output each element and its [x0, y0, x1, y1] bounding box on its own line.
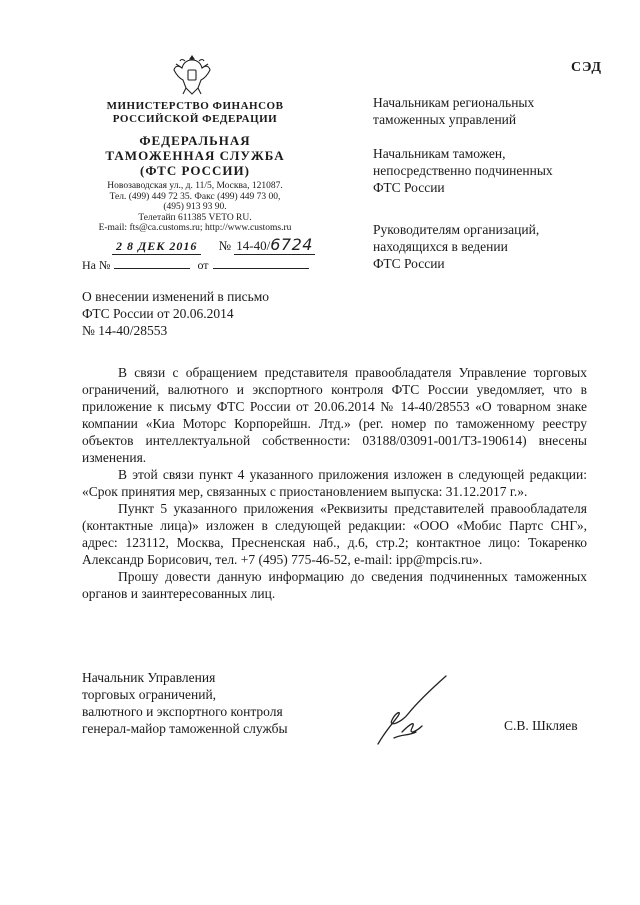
coat-of-arms-icon	[172, 52, 212, 98]
body-paragraph: В связи с обращением представителя правообладателя Управление торговых ограничений, валютного и экспортного контроля ФТС России уведомляет, что в приложение к письму ФТС России от 20.06.2014 № 14-40/28553 «О товарном знаке компании «Киа Моторс Корпорейшн. Лтд.» (рег. номер по таможенному реестру объектов интеллектуальной собственности: 03188/03091-001/ТЗ-190614) внесены изменения.	[82, 365, 587, 465]
subject-line: ФТС России от 20.06.2014	[82, 306, 234, 321]
signatory-title-line: торговых ограничений,	[82, 687, 217, 702]
contact-line: Тел. (499) 449 72 35. Факс (499) 449 73 00,	[109, 191, 281, 202]
registration-date: 2 8 ДЕК 2016	[112, 239, 201, 255]
addressee-line: непосредственно подчиненных	[373, 163, 553, 178]
signatory-title-line: валютного и экспортного контроля	[82, 704, 283, 719]
addressee-block	[373, 221, 539, 272]
signatory-name: С.В. Шкляев	[504, 718, 578, 733]
reference-line	[82, 258, 309, 273]
letter-body	[82, 364, 587, 602]
signatory-title-line: Начальник Управления	[82, 670, 216, 685]
addressee-line: находящихся в ведении	[373, 239, 508, 254]
signatory-title	[82, 669, 288, 737]
body-paragraph: Пункт 5 указанного приложения «Реквизиты представителей правообладателя (контактные лица)» изложен в следующей редакции: «ООО «Мобис Партс СНГ», адрес: 123112, Москва, Пресненская наб., д.6, стр.2; контактное лицо: Токаренко Александр Борисович, тел. +7 (495) 775-46-52, e-mail: ipp@mpcis.ru».	[82, 501, 587, 567]
registration-number	[234, 235, 315, 255]
contact-line: Телетайп 611385 VETO RU.	[138, 212, 252, 223]
number-label: №	[218, 238, 231, 253]
contact-line: Новозаводская ул., д. 11/5, Москва, 121087.	[107, 181, 283, 191]
ref-number-blank	[114, 268, 190, 269]
body-paragraph: Прошу довести данную информацию до сведения подчиненных таможенных органов и заинтересованных лиц.	[82, 569, 587, 601]
sender-contacts	[70, 181, 320, 234]
ref-from-label: от	[197, 258, 209, 272]
addressee-line: таможенных управлений	[373, 112, 517, 127]
signatory-title-line: генерал-майор таможенной службы	[82, 721, 288, 736]
signature-icon	[372, 672, 452, 752]
service-name	[70, 133, 320, 178]
ministry-line: РОССИЙСКОЙ ФЕДЕРАЦИИ	[112, 113, 278, 125]
addressee-line: ФТС России	[373, 180, 445, 195]
number-printed: 14-40/	[236, 238, 271, 253]
service-line: ТАМОЖЕННАЯ СЛУЖБА	[105, 148, 285, 163]
contact-line: E-mail: fts@ca.customs.ru; http://www.customs.ru	[98, 223, 292, 233]
service-line: ФЕДЕРАЛЬНАЯ	[139, 133, 251, 148]
ref-date-blank	[213, 268, 309, 269]
addressee-line: Начальникам региональных	[373, 95, 535, 110]
addressee-line: Начальникам таможен,	[373, 146, 506, 161]
ministry-name	[70, 100, 320, 126]
subject-line: № 14-40/28553	[82, 323, 168, 338]
sed-mark: СЭД	[570, 60, 602, 75]
ref-label: На №	[82, 258, 111, 272]
number-handwritten: 6724	[270, 235, 313, 254]
subject-line: О внесении изменений в письмо	[82, 289, 270, 304]
registration-line	[112, 235, 315, 255]
contact-line: (495) 913 93 90.	[163, 202, 227, 212]
addressee-block	[373, 145, 553, 196]
addressee-line: ФТС России	[373, 256, 445, 271]
service-line: (ФТС РОССИИ)	[140, 163, 250, 178]
addressee-line: Руководителям организаций,	[373, 222, 540, 237]
ministry-line: МИНИСТЕРСТВО ФИНАНСОВ	[106, 100, 284, 112]
subject	[82, 288, 269, 339]
addressee-block	[373, 94, 534, 128]
body-paragraph: В этой связи пункт 4 указанного приложения изложен в следующей редакции: «Срок принятия мер, связанных с приостановлением выпуска: 31.12.2017 г.».	[82, 467, 587, 499]
